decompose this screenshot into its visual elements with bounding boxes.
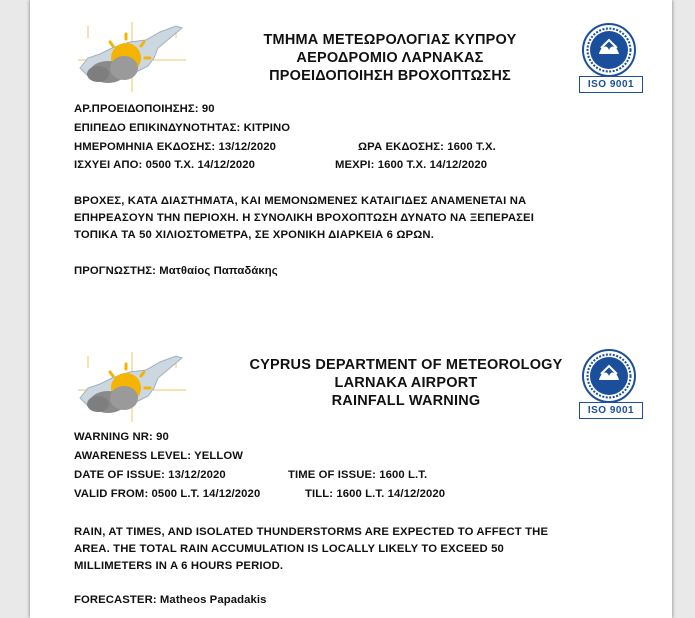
message-line: AREA. THE TOTAL RAIN ACCUMULATION IS LOCALLY LIKELY TO EXCEED 50	[74, 543, 504, 555]
header-english-line1: CYPRUS DEPARTMENT OF METEOROLOGY	[249, 357, 563, 373]
header-greek	[200, 31, 580, 85]
valid-till-greek: ΜΕΧΡΙ: 1600 Τ.Χ. 14/12/2020	[335, 159, 488, 171]
valid-from-english: VALID FROM: 0500 L.T. 14/12/2020	[74, 488, 261, 500]
met-dept-logo-greek	[74, 18, 190, 96]
forecaster-english: FORECASTER: Matheos Papadakis	[74, 594, 267, 606]
iso-9001-label: ISO 9001	[579, 402, 643, 419]
header-greek-line1: ΤΜΗΜΑ ΜΕΤΕΩΡΟΛΟΓΙΑΣ ΚΥΠΡΟΥ	[263, 32, 517, 48]
valid-from-greek: ΙΣΧΥΕΙ ΑΠΟ: 0500 Τ.Χ. 14/12/2020	[74, 159, 256, 171]
header-greek-line3: ΠΡΟΕΙΔΟΠΟΙΗΣΗ ΒΡΟΧΟΠΤΩΣΗΣ	[269, 68, 511, 84]
time-of-issue-greek: ΩΡΑ ΕΚΔΟΣΗΣ: 1600 Τ.Χ.	[358, 141, 496, 153]
document-page	[30, 0, 672, 618]
message-line: ΕΠΗΡΕΑΣΟΥΝ ΤΗΝ ΠΕΡΙΟΧΗ. Η ΣΥΝΟΛΙΚΗ ΒΡΟΧΟΠΤΩΣΗ ΔΥΝΑΤΟ ΝΑ ΞΕΠΕΡΑΣΕΙ	[74, 212, 535, 224]
iso-certification-greek	[576, 22, 646, 97]
header-greek-line2: ΑΕΡΟΔΡΟΜΙΟ ΛΑΡΝΑΚΑΣ	[296, 50, 484, 66]
iso-9001-label: ISO 9001	[579, 76, 643, 93]
date-of-issue-greek: ΗΜΕΡΟΜΗΝΙΑ ΕΚΔΟΣΗΣ: 13/12/2020	[74, 141, 277, 153]
iso-seal-icon	[581, 348, 637, 404]
met-dept-logo-english	[74, 348, 190, 426]
message-line: ΒΡΟΧΕΣ, ΚΑΤΑ ΔΙΑΣΤΗΜΑΤΑ, ΚΑΙ ΜΕΜΟΝΩΜΕΝΕΣ ΚΑΤΑΙΓΙΔΕΣ ΑΝΑΜΕΝΕΤΑΙ ΝΑ	[74, 195, 527, 207]
warning-number-greek: ΑΡ.ΠΡΟΕΙΔΟΠΟΙΗΣΗΣ: 90	[74, 103, 215, 115]
forecaster-greek: ΠΡΟΓΝΩΣΤΗΣ: Ματθαίος Παπαδάκης	[74, 265, 278, 277]
message-line: MILLIMETERS IN A 6 HOURS PERIOD.	[74, 560, 284, 572]
warning-message-greek	[74, 193, 634, 244]
valid-till-english: TILL: 1600 L.T. 14/12/2020	[305, 488, 446, 500]
header-english-line3: RAINFALL WARNING	[331, 393, 481, 409]
awareness-level-greek: ΕΠΙΠΕΔΟ ΕΠΙΚΙΝΔΥΝΟΤΗΤΑΣ: ΚΙΤΡΙΝΟ	[74, 122, 291, 134]
header-english-line2: LARNAKA AIRPORT	[334, 375, 478, 391]
iso-certification-english	[576, 348, 646, 423]
warning-number-english: WARNING NR: 90	[74, 431, 169, 443]
date-of-issue-english: DATE OF ISSUE: 13/12/2020	[74, 469, 226, 481]
time-of-issue-english: TIME OF ISSUE: 1600 L.T.	[288, 469, 428, 481]
awareness-level-english: AWARENESS LEVEL: YELLOW	[74, 450, 244, 462]
header-english	[216, 356, 596, 410]
warning-message-english	[74, 524, 634, 575]
message-line: RAIN, AT TIMES, AND ISOLATED THUNDERSTORMS ARE EXPECTED TO AFFECT THE	[74, 526, 549, 538]
iso-seal-icon	[581, 22, 637, 78]
message-line: ΤΟΠΙΚΑ ΤΑ 50 ΧΙΛΙΟΣΤΟΜΕΤΡΑ, ΣΕ ΧΡΟΝΙΚΗ ΔΙΑΡΚΕΙΑ 6 ΩΡΩΝ.	[74, 229, 435, 241]
